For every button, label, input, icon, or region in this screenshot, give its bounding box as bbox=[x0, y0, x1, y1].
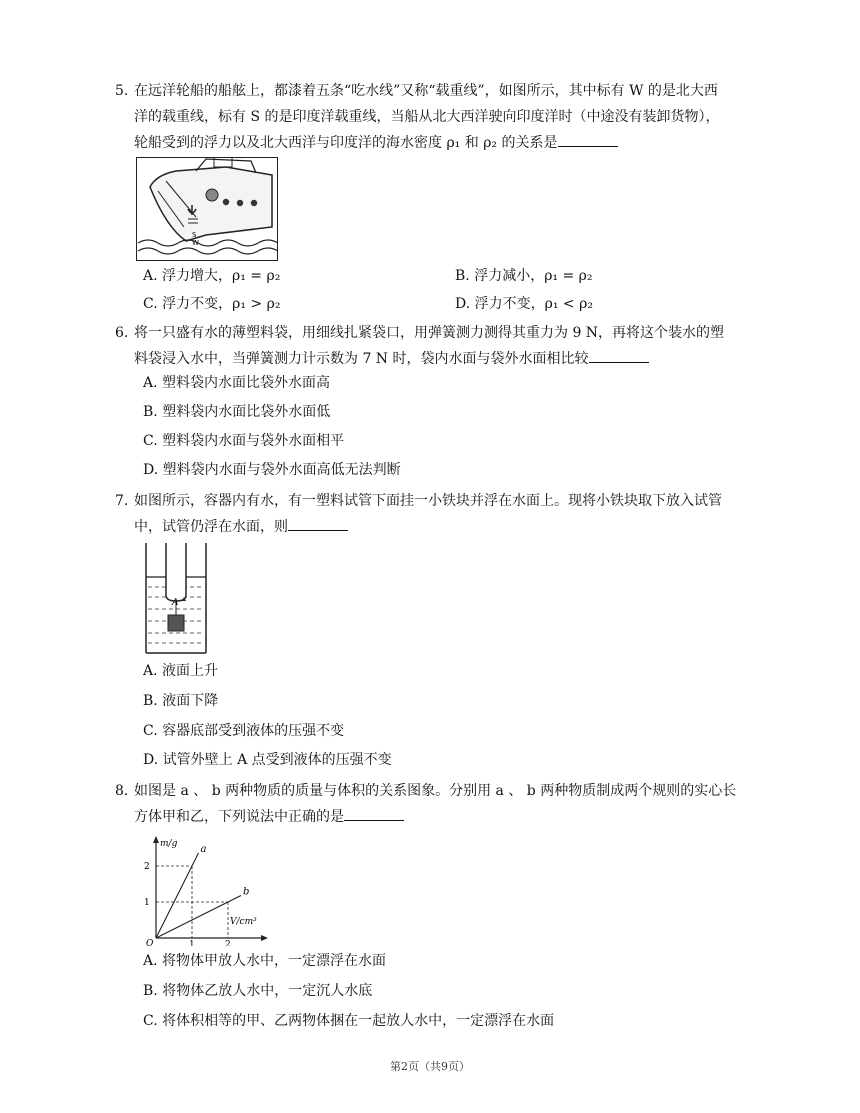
question-6 bbox=[115, 320, 778, 372]
x-tick-label: 2 bbox=[225, 940, 231, 946]
option-d[interactable]: D. 塑料袋内水面与袋外水面高低无法判断 bbox=[143, 462, 401, 478]
x-axis-label: V/cm³ bbox=[230, 917, 257, 927]
option-c[interactable]: C. 容器底部受到液体的压强不变 bbox=[143, 723, 345, 739]
mass-volume-chart bbox=[140, 834, 270, 946]
container-figure bbox=[140, 543, 212, 655]
option-c[interactable]: C. 塑料袋内水面与袋外水面相平 bbox=[143, 433, 345, 449]
answer-blank bbox=[288, 516, 348, 531]
question-line bbox=[134, 514, 778, 540]
x-axis-arrow bbox=[261, 935, 268, 941]
question-line: 如图是 a 、 b 两种物质的质量与体积的关系图象。分别用 a 、 b 两种物质制成两个规则的实心长 bbox=[134, 783, 737, 799]
y-axis-arrow bbox=[153, 836, 159, 843]
x-tick-label: 1 bbox=[189, 940, 195, 946]
series-label-b: b bbox=[242, 886, 250, 898]
answer-blank bbox=[558, 132, 618, 147]
y-tick-label: 1 bbox=[144, 898, 150, 908]
option-d[interactable]: D. 浮力不变，ρ₁ < ρ₂ bbox=[455, 296, 593, 312]
question-line-text: 中，试管仍浮在水面，则 bbox=[134, 519, 288, 535]
ship-figure bbox=[136, 157, 278, 261]
question-line bbox=[134, 130, 778, 156]
question-number: 6. bbox=[115, 325, 129, 341]
option-b[interactable]: B. 浮力减小，ρ₁ = ρ₂ bbox=[455, 268, 593, 284]
y-tick-label: 2 bbox=[144, 862, 150, 872]
question-text bbox=[134, 78, 778, 156]
question-text bbox=[134, 320, 778, 372]
question-text bbox=[134, 778, 778, 830]
question-8 bbox=[115, 778, 778, 830]
question-line: 将一只盛有水的薄塑料袋，用细线扎紧袋口，用弹簧测力测得其重力为 9 N，再将这个装水的塑 bbox=[134, 325, 725, 341]
question-5 bbox=[115, 78, 778, 156]
question-text bbox=[134, 488, 778, 540]
question-line-text: 轮船受到的浮力以及北大西洋与印度洋的海水密度 ρ₁ 和 ρ₂ 的关系是 bbox=[134, 135, 558, 151]
question-line-text: 料袋浸入水中，当弹簧测力计示数为 7 N 时，袋内水面与袋外水面相比较 bbox=[134, 351, 589, 367]
y-axis-label: m/g bbox=[160, 839, 178, 849]
question-7 bbox=[115, 488, 778, 540]
question-line-text: 方体甲和乙，下列说法中正确的是 bbox=[134, 809, 344, 825]
series-label-a: a bbox=[200, 844, 207, 856]
question-line: 在远洋轮船的船舷上，都漆着五条“吃水线”又称“载重线”，如图所示，其中标有 W 的是北大西 bbox=[134, 83, 718, 99]
question-number: 5. bbox=[115, 83, 129, 99]
option-c[interactable]: C. 浮力不变，ρ₁ > ρ₂ bbox=[143, 296, 281, 312]
answer-blank bbox=[589, 348, 649, 363]
point-a-label: A bbox=[172, 598, 179, 608]
question-line bbox=[134, 346, 778, 372]
option-d[interactable]: D. 试管外壁上 A 点受到液体的压强不变 bbox=[143, 752, 392, 768]
load-line-label-s: S bbox=[192, 231, 197, 239]
answer-blank bbox=[344, 806, 404, 821]
option-b[interactable]: B. 液面下降 bbox=[143, 693, 219, 709]
question-line bbox=[134, 804, 778, 830]
question-line: 洋的载重线，标有 S 的是印度洋载重线，当船从北大西洋驶向印度洋时（中途没有装卸货物）， bbox=[134, 109, 720, 125]
origin-label: O bbox=[146, 939, 154, 946]
option-c[interactable]: C. 将体积相等的甲、乙两物体捆在一起放人水中，一定漂浮在水面 bbox=[143, 1013, 555, 1029]
question-number: 7. bbox=[115, 493, 129, 509]
option-a[interactable]: A. 液面上升 bbox=[143, 663, 219, 679]
page-footer: 第2页（共9页） bbox=[390, 1060, 470, 1073]
question-number: 8. bbox=[115, 783, 129, 799]
option-a[interactable]: A. 将物体甲放人水中，一定漂浮在水面 bbox=[143, 953, 387, 969]
option-a[interactable]: A. 浮力增大，ρ₁ = ρ₂ bbox=[143, 268, 281, 284]
option-b[interactable]: B. 塑料袋内水面比袋外水面低 bbox=[143, 404, 331, 420]
option-a[interactable]: A. 塑料袋内水面比袋外水面高 bbox=[143, 375, 331, 391]
load-line-label-w: W bbox=[192, 239, 199, 247]
option-b[interactable]: B. 将物体乙放人水中，一定沉人水底 bbox=[143, 983, 373, 999]
question-line: 如图所示，容器内有水，有一塑料试管下面挂一小铁块并浮在水面上。现将小铁块取下放入试管 bbox=[134, 493, 722, 509]
